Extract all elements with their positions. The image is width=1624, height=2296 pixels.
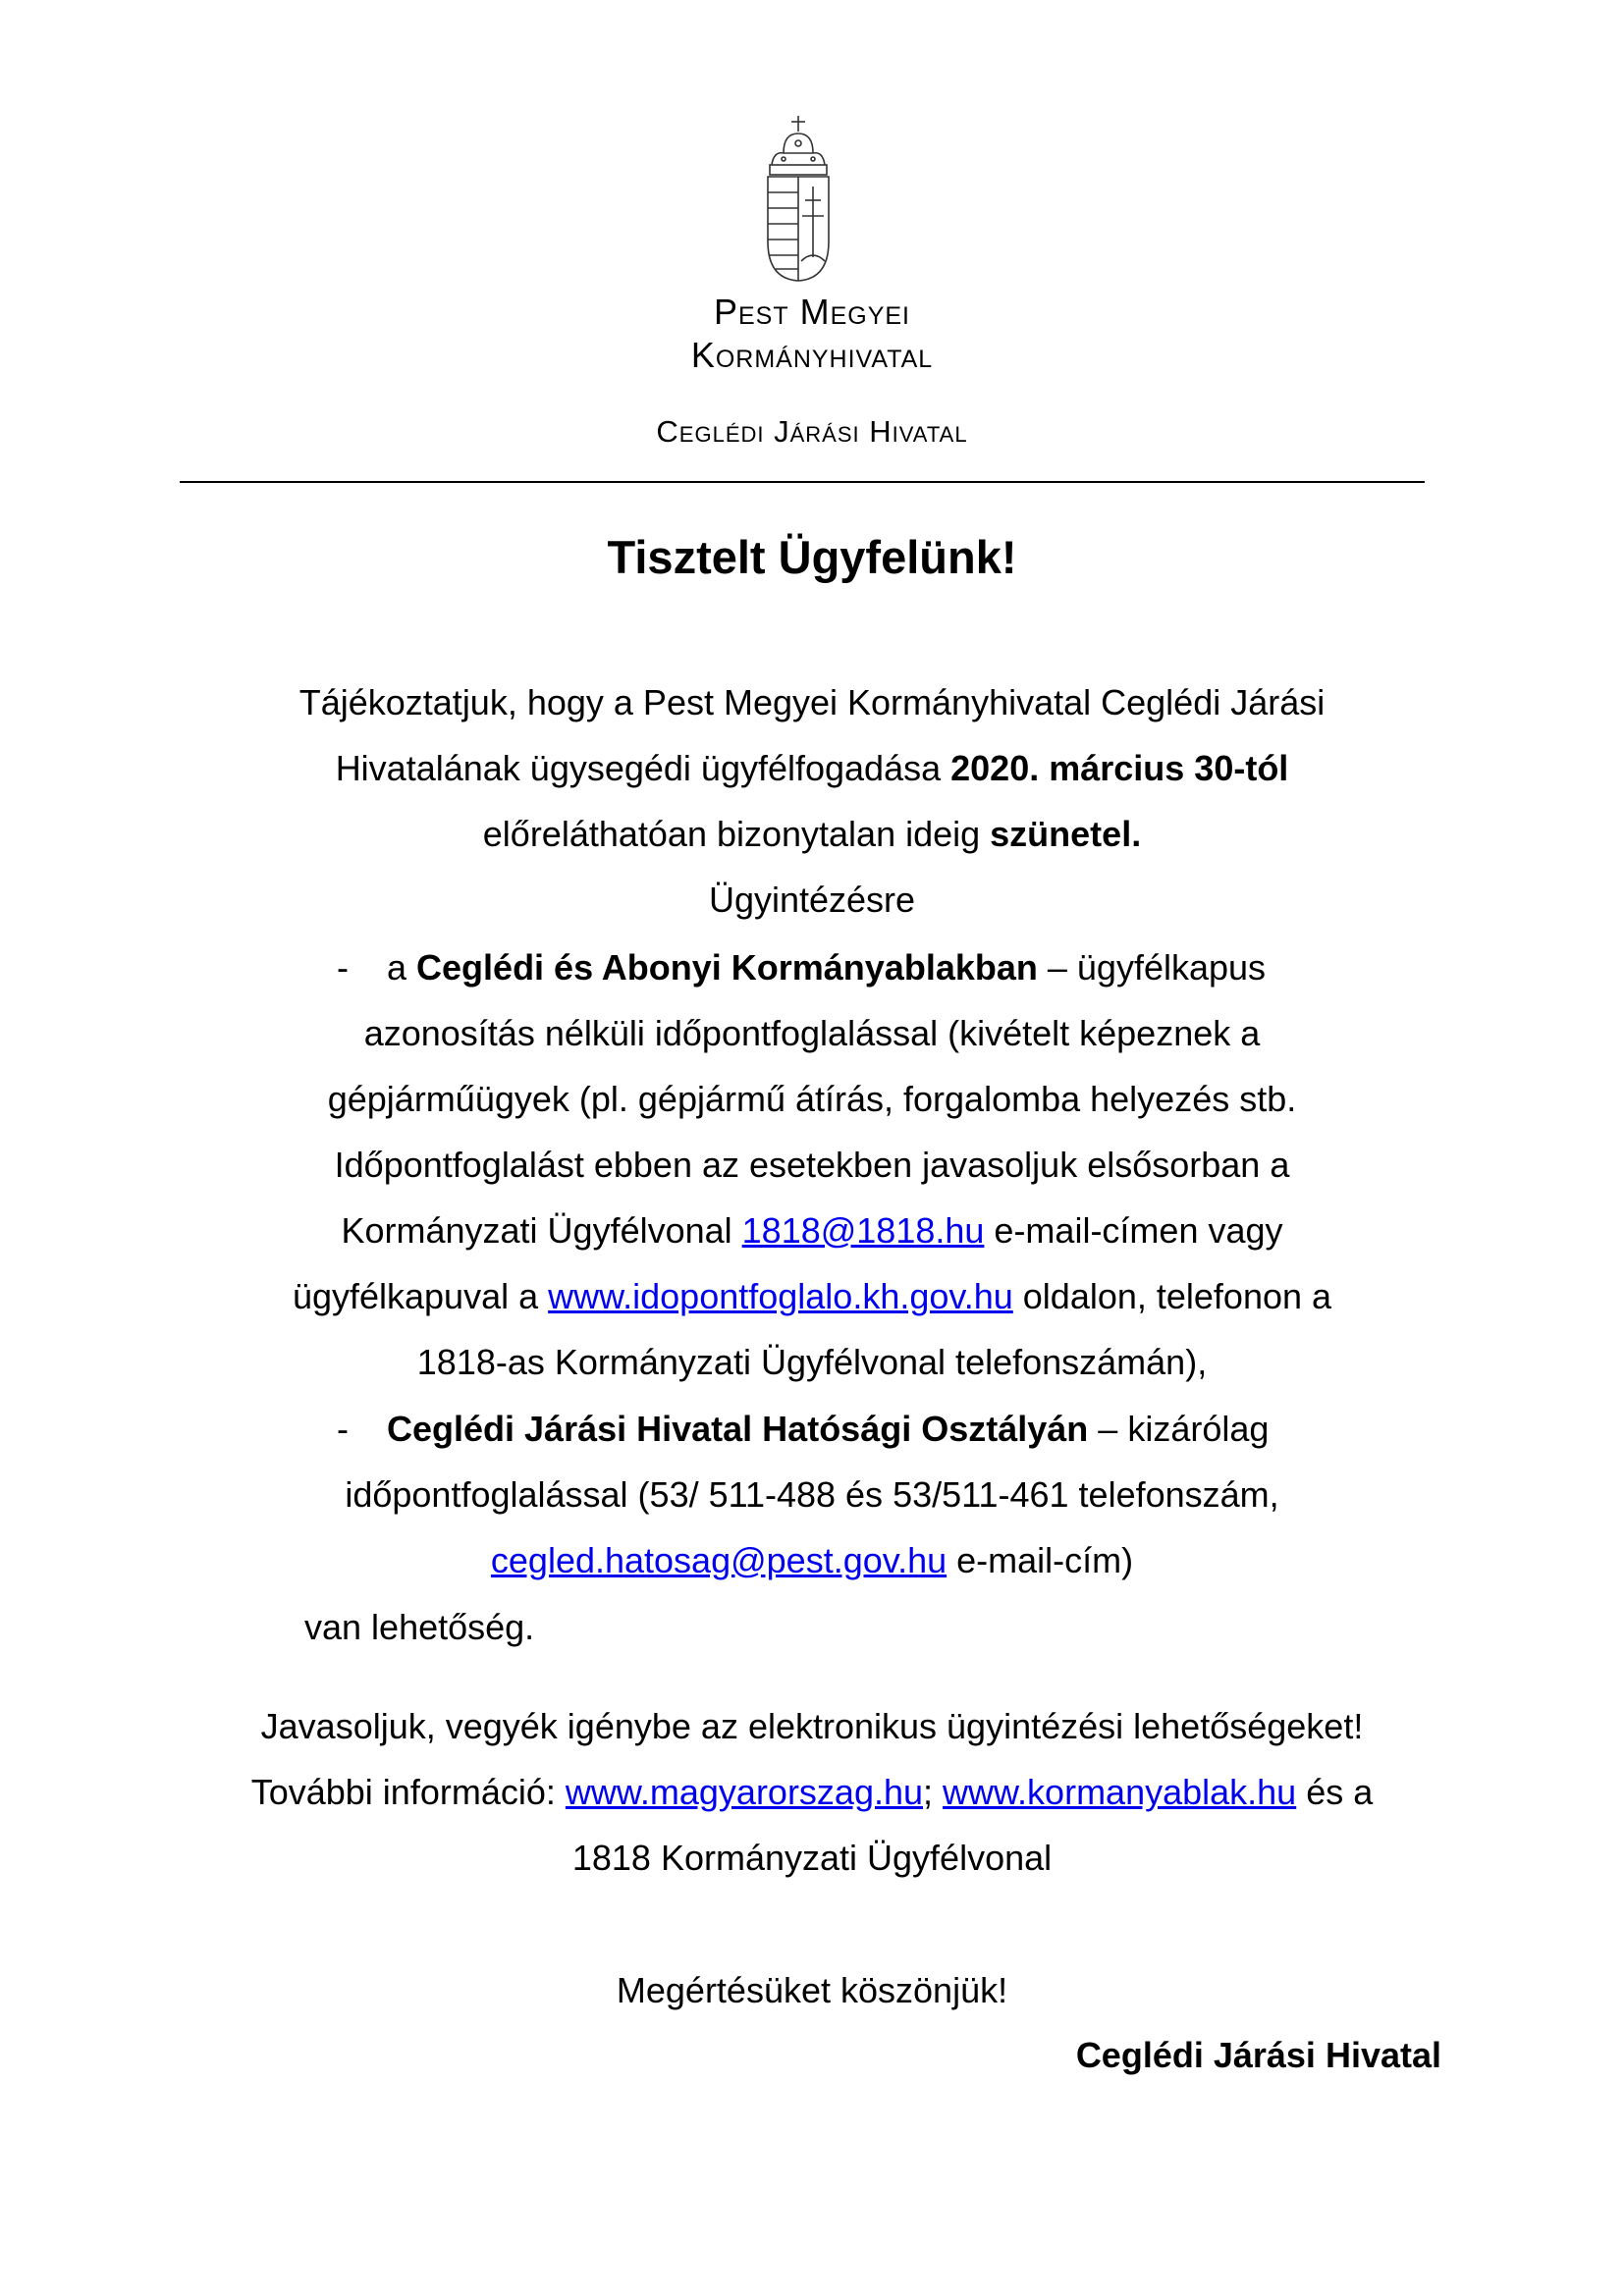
link-magyarorszag[interactable]: www.magyarorszag.hu	[565, 1772, 924, 1812]
signature: Ceglédi Járási Hivatal	[1075, 2035, 1441, 2075]
intro-line-4: Ügyintézésre	[708, 880, 916, 920]
email-link-1818[interactable]: 1818@1818.hu	[741, 1210, 985, 1251]
bullet2-line-1: Ceglédi Járási Hivatal Hatósági Osztályán – kizárólag	[387, 1409, 1270, 1449]
bullet2-line-3: cegled.hatosag@pest.gov.hu e-mail-cím)	[490, 1540, 1134, 1580]
intro-line-1: Tájékoztatjuk, hogy a Pest Megyei Kormányhivatal Ceglédi Járási	[298, 682, 1326, 722]
bullet1-line-6: ügyfélkapuval a www.idopontfoglalo.kh.gov.hu oldalon, telefonon a	[292, 1276, 1332, 1316]
header-divider	[180, 481, 1425, 483]
bullet2-line-2: időpontfoglalással (53/ 511-488 és 53/511-461 telefonszám,	[345, 1474, 1279, 1515]
intro-line-2: Hivatalának ügysegédi ügyfélfogadása 2020. március 30-tól	[335, 748, 1289, 788]
hungarian-coat-of-arms-icon	[764, 114, 833, 283]
org-name-line2: Kormányhivatal	[690, 335, 934, 375]
link-idopontfoglalo[interactable]: www.idopontfoglalo.kh.gov.hu	[548, 1276, 1013, 1316]
bullet1-line-7: 1818-as Kormányzati Ügyfélvonal telefonszámán),	[416, 1342, 1208, 1382]
bullet1-line-2: azonosítás nélküli időpontfoglalással (kivételt képeznek a	[363, 1013, 1261, 1053]
org-name-line1: Pest Megyei	[713, 292, 911, 332]
bullet1-line-5: Kormányzati Ügyfélvonal 1818@1818.hu e-mail-címen vagy	[341, 1210, 1283, 1251]
page-title: Tisztelt Ügyfelünk!	[607, 531, 1017, 583]
advice-line-3: 1818 Kormányzati Ügyfélvonal	[571, 1838, 1053, 1878]
bullet1-line-3: gépjárműügyek (pl. gépjármű átírás, forgalomba helyezés stb.	[327, 1079, 1297, 1119]
office-name: Ceglédi Járási Hivatal	[656, 414, 968, 449]
bullet-dash-2: -	[337, 1409, 349, 1449]
thanks-line: Megértésüket köszönjük!	[616, 1970, 1008, 2010]
intro-line-3: előreláthatóan bizonytalan ideig szünetel.	[482, 814, 1142, 854]
bullet-dash-1: -	[337, 947, 349, 988]
email-link-hatosag[interactable]: cegled.hatosag@pest.gov.hu	[490, 1540, 947, 1580]
bullet1-line-4: Időpontfoglalást ebben az esetekben javasoljuk elsősorban a	[334, 1145, 1290, 1185]
advice-line-2: További információ: www.magyarorszag.hu; www.kormanyablak.hu és a	[250, 1772, 1374, 1812]
link-kormanyablak[interactable]: www.kormanyablak.hu	[943, 1772, 1297, 1812]
bullet1-line-1: a Ceglédi és Abonyi Kormányablakban – ügyfélkapus	[387, 947, 1267, 988]
advice-line-1: Javasoljuk, vegyék igénybe az elektronikus ügyintézési lehetőségeket!	[260, 1706, 1364, 1746]
possibility-line: van lehetőség.	[304, 1607, 535, 1647]
